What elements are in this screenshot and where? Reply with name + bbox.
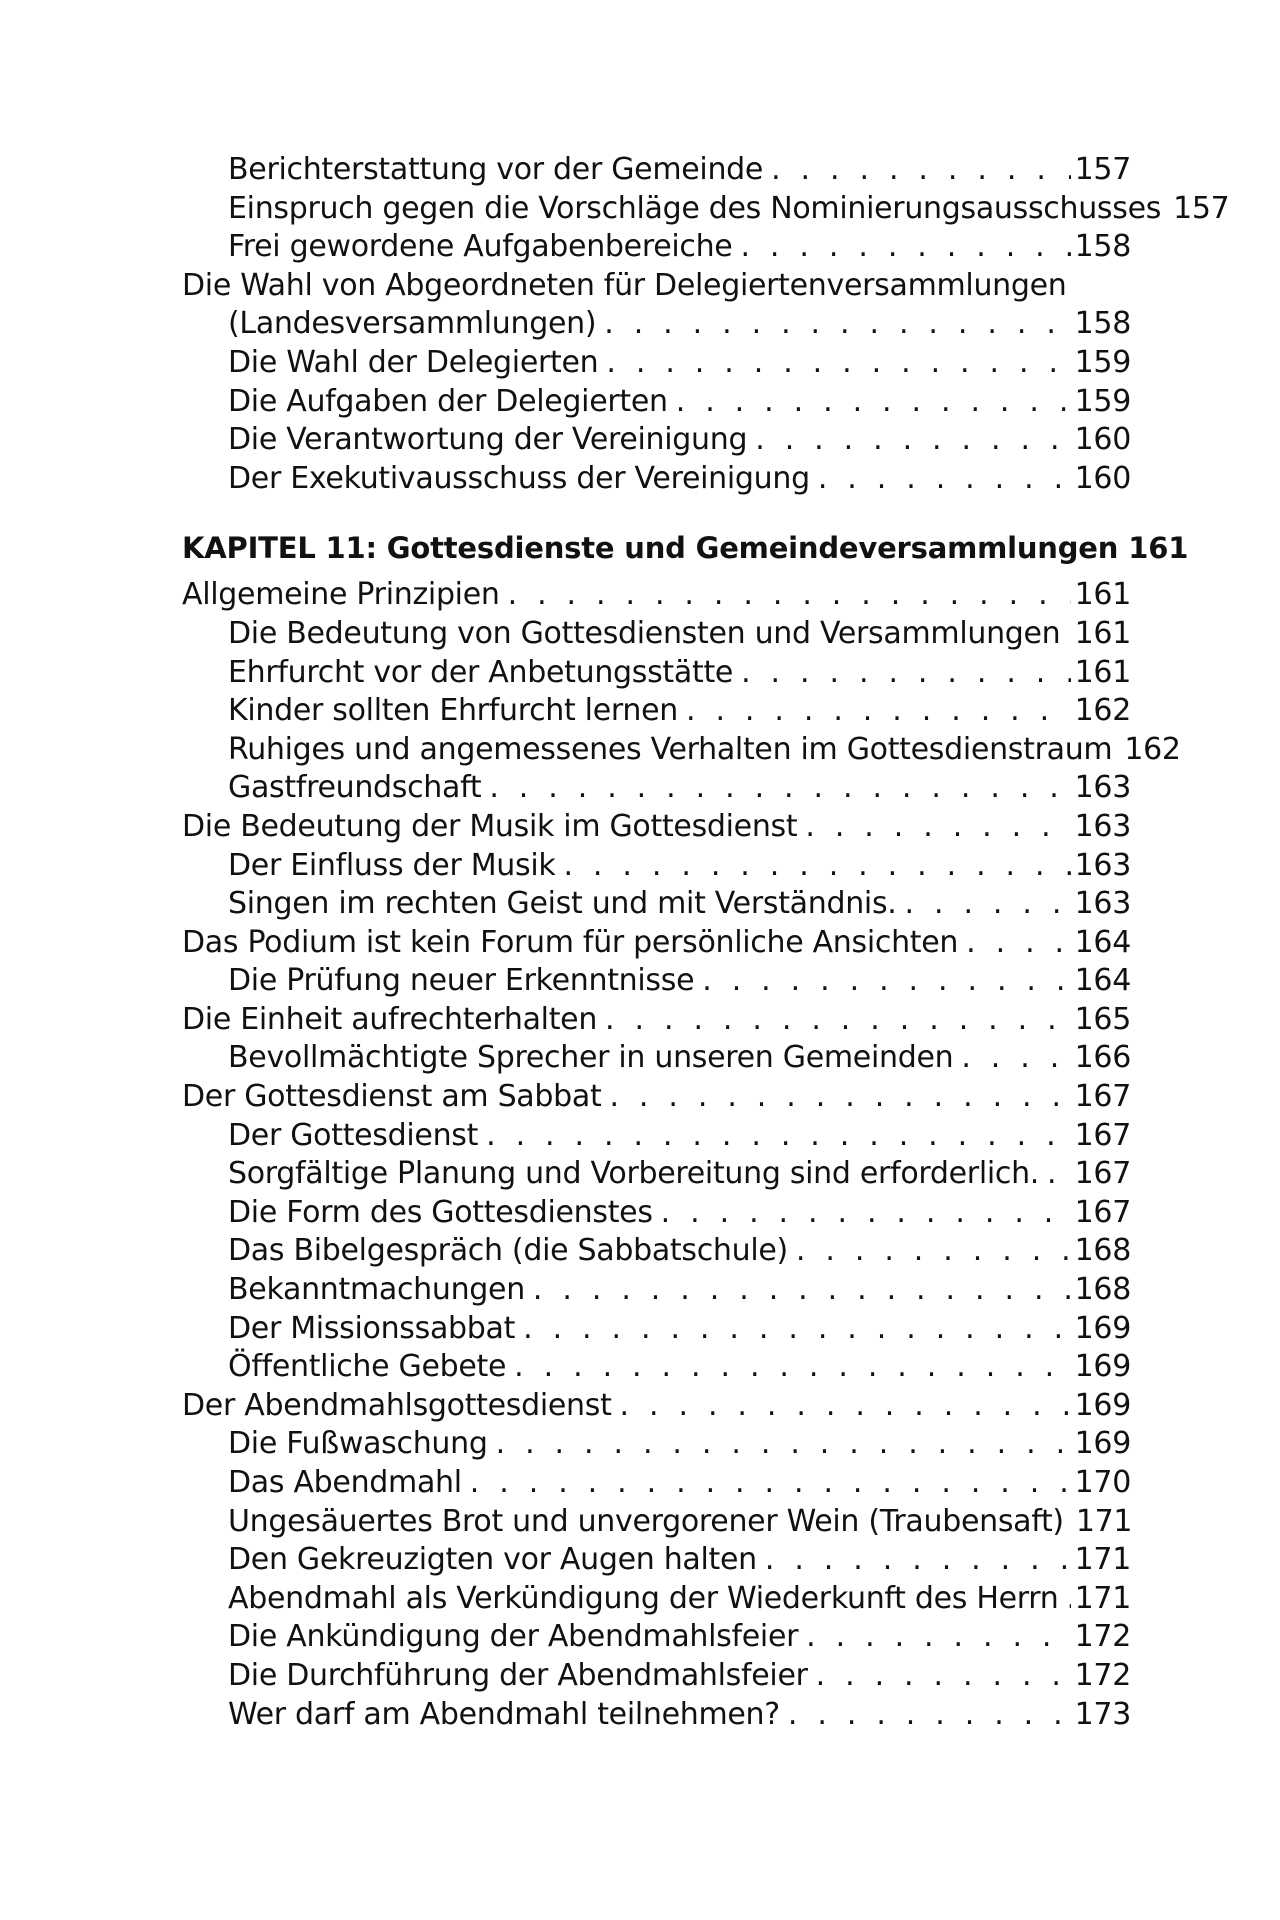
toc-entry-title: Die Ankündigung der Abendmahlsfeier <box>228 1619 799 1655</box>
toc-entry-title: Allgemeine Prinzipien <box>182 577 500 613</box>
toc-entry-title: Ruhiges und angemessenes Verhalten im Gottesdienstraum <box>228 731 1113 767</box>
toc-entry[interactable] <box>182 769 1131 808</box>
dot-leader <box>676 383 1071 422</box>
toc-entry-title: Wer darf am Abendmahl teilnehmen? <box>228 1696 780 1732</box>
toc-entry[interactable] <box>182 1618 1131 1657</box>
toc-entry-page-number: 166 <box>1074 1040 1131 1076</box>
toc-entry-title: Das Abendmahl <box>228 1465 462 1500</box>
dot-leader <box>486 1117 1071 1156</box>
toc-entry-title: Die Durchführung der Abendmahlsfeier <box>228 1657 808 1693</box>
toc-entry-page-number: 164 <box>1074 963 1131 999</box>
toc-entry-title: Bevollmächtigte Sprecher in unseren Gemeinden <box>228 1040 954 1076</box>
toc-entry-title: Ungesäuertes Brot und unvergorener Wein (Traubensaft) <box>228 1503 1064 1539</box>
toc-section-top <box>182 151 1230 498</box>
toc-entry[interactable] <box>182 731 1181 770</box>
dot-leader <box>740 228 1070 267</box>
toc-entry[interactable] <box>182 808 1131 847</box>
toc-entry[interactable] <box>182 1464 1131 1503</box>
toc-entry[interactable] <box>182 151 1131 190</box>
dot-leader <box>489 769 1070 808</box>
toc-entry-page-number: 169 <box>1074 1310 1131 1346</box>
toc-entry-page-number: 161 <box>1074 654 1131 690</box>
toc-entry-title: Die Bedeutung der Musik im Gottesdienst <box>182 808 798 844</box>
dot-leader <box>702 962 1070 1001</box>
toc-entry-title: Berichterstattung vor der Gemeinde <box>228 152 764 187</box>
dot-leader <box>1066 1580 1070 1619</box>
toc-entry-page-number: 167 <box>1074 1194 1131 1230</box>
chapter-heading[interactable] <box>182 528 1189 568</box>
toc-entry-title: Öffentliche Gebete <box>228 1349 507 1385</box>
toc-entry-title: Die Bedeutung von Gottesdiensten und Versammlungen <box>228 615 1061 651</box>
toc-entry[interactable] <box>182 1117 1131 1156</box>
toc-entry[interactable] <box>182 1387 1131 1426</box>
toc-entry-title: Der Einfluss der Musik <box>228 847 556 883</box>
toc-entry[interactable] <box>182 1580 1131 1619</box>
toc-entry-page-number: 163 <box>1074 886 1131 922</box>
toc-entry-page-number: 169 <box>1074 1426 1131 1462</box>
toc-entry[interactable] <box>182 1657 1131 1696</box>
toc-entry-page-number: 173 <box>1074 1696 1131 1732</box>
toc-entry-title: Die Form des Gottesdienstes <box>228 1194 653 1230</box>
toc-entry[interactable] <box>182 1232 1131 1271</box>
toc-entry-page-number: 163 <box>1074 770 1131 806</box>
toc-entry[interactable] <box>182 1696 1131 1735</box>
toc-entry[interactable] <box>182 1348 1131 1387</box>
dot-leader <box>605 1001 1071 1040</box>
dot-leader <box>816 1657 1071 1696</box>
toc-entry[interactable] <box>182 1271 1131 1310</box>
toc-entry-title: Die Prüfung neuer Erkenntnisse <box>228 963 695 999</box>
toc-entry[interactable] <box>182 267 1131 306</box>
toc-entry-title: Die Verantwortung der Vereinigung <box>228 422 748 458</box>
dot-leader <box>620 1387 1071 1426</box>
toc-entry-page-number: 172 <box>1074 1657 1131 1693</box>
dot-leader <box>806 1618 1070 1657</box>
toc-section-bottom <box>182 576 1181 1734</box>
toc-entry-page-number: 168 <box>1074 1272 1131 1308</box>
dot-leader <box>496 1425 1071 1464</box>
toc-entry-title: Die Aufgaben der Delegierten <box>228 383 668 419</box>
toc-entry-page-number: 159 <box>1074 383 1131 419</box>
toc-entry-page-number: 171 <box>1075 1503 1133 1539</box>
toc-entry[interactable] <box>182 576 1131 615</box>
toc-entry[interactable] <box>182 1425 1131 1464</box>
toc-entry-title: Die Fußwaschung <box>228 1426 488 1462</box>
toc-entry-title: Der Missionssabbat <box>228 1310 516 1346</box>
toc-entry[interactable] <box>182 962 1131 1001</box>
toc-entry-title: Der Gottesdienst am Sabbat <box>182 1079 602 1115</box>
toc-entry[interactable] <box>182 1194 1131 1233</box>
toc-entry-title: Singen im rechten Geist und mit Verständnis. <box>228 886 897 922</box>
toc-entry-page-number: 169 <box>1074 1349 1131 1385</box>
toc-entry-page-number: 167 <box>1074 1156 1131 1192</box>
dot-leader <box>966 924 1070 963</box>
toc-entry-page-number: 161 <box>1074 577 1131 613</box>
dot-leader <box>533 1271 1071 1310</box>
toc-entry-title: Der Gottesdienst <box>228 1117 479 1153</box>
toc-entry-page-number: 162 <box>1124 731 1181 767</box>
dot-leader <box>514 1348 1070 1387</box>
toc-entry[interactable] <box>182 344 1131 383</box>
dot-leader <box>905 885 1071 924</box>
dot-leader <box>961 1039 1070 1078</box>
toc-entry-page-number: 172 <box>1074 1619 1131 1655</box>
toc-entry[interactable] <box>182 1155 1131 1194</box>
toc-entry-page-number: 171 <box>1074 1542 1131 1578</box>
toc-entry[interactable] <box>182 460 1131 499</box>
dot-leader <box>796 1232 1071 1271</box>
toc-entry-title: Bekanntmachungen <box>228 1272 525 1308</box>
toc-entry-page-number: 165 <box>1074 1001 1131 1037</box>
toc-entry[interactable] <box>182 1310 1131 1349</box>
toc-entry-page-number: 163 <box>1074 808 1131 844</box>
toc-entry-page-number: 160 <box>1074 422 1131 458</box>
dot-leader <box>508 576 1071 615</box>
toc-entry[interactable] <box>182 190 1230 229</box>
toc-entry-title: Gastfreundschaft <box>228 770 482 806</box>
dot-leader <box>609 1078 1070 1117</box>
toc-entry[interactable] <box>182 847 1131 886</box>
toc-entry-page-number: 160 <box>1074 460 1131 496</box>
toc-entry[interactable] <box>182 615 1131 654</box>
toc-entry[interactable] <box>182 692 1131 731</box>
toc-entry-title: Kinder sollten Ehrfurcht lernen <box>228 693 678 729</box>
toc-entry-page-number: 161 <box>1074 615 1131 651</box>
dot-leader <box>805 808 1070 847</box>
toc-entry[interactable] <box>182 1078 1131 1117</box>
dot-leader <box>1047 1155 1071 1194</box>
toc-entry[interactable] <box>182 228 1131 267</box>
chapter-page-number: 161 <box>1128 531 1189 566</box>
toc-entry-page-number: 170 <box>1074 1465 1131 1500</box>
dot-leader <box>818 460 1071 499</box>
dot-leader <box>563 847 1070 886</box>
toc-entry[interactable] <box>182 924 1131 963</box>
toc-entry-page-number: 158 <box>1074 306 1131 342</box>
dot-leader <box>765 1541 1071 1580</box>
toc-entry-page-number: 167 <box>1074 1079 1131 1115</box>
toc-entry-page-number: 159 <box>1074 344 1131 380</box>
toc-entry-page-number: 157 <box>1074 152 1131 187</box>
toc-entry-page-number: 157 <box>1173 190 1230 226</box>
toc-entry[interactable] <box>182 305 1131 344</box>
dot-leader <box>1068 615 1070 654</box>
table-of-contents <box>182 151 1230 1734</box>
toc-entry-page-number: 168 <box>1074 1233 1131 1269</box>
toc-entry-title: Der Abendmahlsgottesdienst <box>182 1387 612 1423</box>
dot-leader <box>470 1464 1071 1503</box>
toc-entry-title: Das Podium ist kein Forum für persönliche Ansichten <box>182 924 959 960</box>
toc-entry[interactable] <box>182 383 1131 422</box>
toc-entry[interactable] <box>182 885 1131 924</box>
toc-entry-title: Das Bibelgespräch (die Sabbatschule) <box>228 1233 788 1269</box>
toc-entry[interactable] <box>182 1039 1131 1078</box>
toc-entry[interactable] <box>182 1541 1131 1580</box>
toc-entry-title: Frei gewordene Aufgabenbereiche <box>228 229 733 265</box>
dot-leader <box>523 1310 1071 1349</box>
toc-entry-title: Die Wahl der Delegierten <box>228 344 599 380</box>
toc-entry-title: Die Einheit aufrechterhalten <box>182 1001 598 1037</box>
toc-entry-page-number: 171 <box>1074 1580 1131 1616</box>
toc-entry-page-number: 164 <box>1074 924 1131 960</box>
dot-leader <box>755 421 1070 460</box>
toc-entry[interactable] <box>182 654 1131 693</box>
toc-entry-title: Ehrfurcht vor der Anbetungsstätte <box>228 654 734 690</box>
dot-leader <box>741 654 1071 693</box>
dot-leader <box>771 151 1071 190</box>
toc-entry[interactable] <box>182 1001 1131 1040</box>
toc-entry-title: Sorgfältige Planung und Vorbereitung sind erforderlich. <box>228 1156 1040 1192</box>
dot-leader <box>686 692 1071 731</box>
toc-entry-page-number: 162 <box>1074 693 1131 729</box>
toc-entry-title: Die Wahl von Abgeordneten für Delegiertenversammlungen <box>182 267 1067 303</box>
toc-entry-title: (Landesversammlungen) <box>228 306 597 342</box>
dot-leader <box>604 305 1070 344</box>
toc-entry-page-number: 158 <box>1074 229 1131 265</box>
dot-leader <box>661 1194 1071 1233</box>
toc-entry-title: Der Exekutivausschuss der Vereinigung <box>228 460 810 496</box>
toc-entry-page-number: 167 <box>1074 1117 1131 1153</box>
toc-entry[interactable] <box>182 421 1131 460</box>
toc-entry[interactable] <box>182 1503 1131 1542</box>
toc-entry-page-number: 169 <box>1074 1387 1131 1423</box>
toc-entry-title: Einspruch gegen die Vorschläge des Nominierungsausschusses <box>228 190 1162 226</box>
dot-leader <box>606 344 1070 383</box>
toc-entry-page-number: 163 <box>1074 847 1131 883</box>
toc-entry-title: Den Gekreuzigten vor Augen halten <box>228 1542 757 1578</box>
toc-entry-title: Abendmahl als Verkündigung der Wiederkunft des Herrn <box>228 1580 1059 1616</box>
chapter-title: KAPITEL 11: Gottesdienste und Gemeindeversammlungen <box>182 531 1119 566</box>
dot-leader <box>788 1696 1071 1735</box>
